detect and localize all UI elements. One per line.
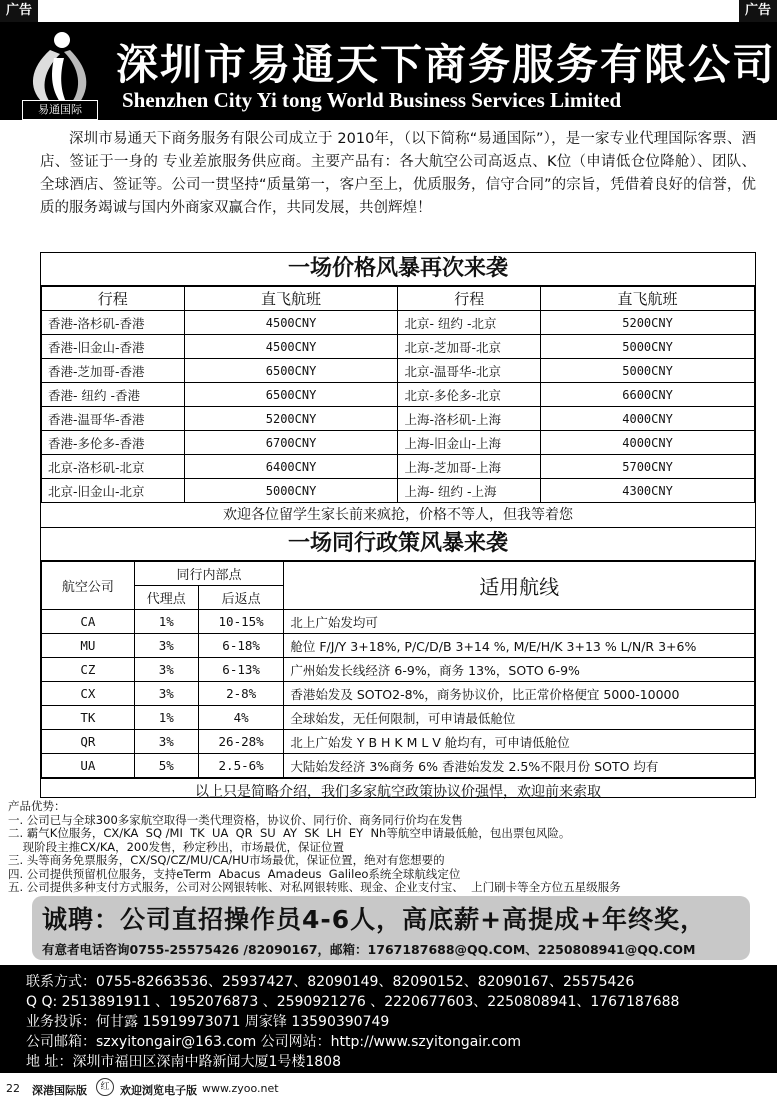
policy-airline-cell: UA — [42, 754, 135, 778]
price-fare-cell: 6500CNY — [184, 359, 398, 383]
ad-tag-right: 广告 — [739, 0, 777, 22]
contact-panel — [0, 965, 777, 1073]
policy-header-row — [42, 562, 755, 586]
page-number: 22 — [6, 1082, 20, 1095]
price-row — [42, 383, 755, 407]
price-header-row — [42, 287, 755, 311]
policy-agent-cell: 3% — [134, 682, 198, 706]
advantage-item: 三. 头等商务免票服务，CX/SQ/CZ/MU/CA/HU市场最优，保证位置，绝对有您想要的 — [8, 853, 445, 867]
policy-back-cell: 2-8% — [198, 682, 284, 706]
price-route-cell: 上海-芝加哥-上海 — [398, 455, 541, 479]
policy-header-airline: 航空公司 — [42, 562, 135, 610]
price-header-route: 行程 — [42, 287, 185, 311]
price-fare-cell: 6400CNY — [184, 455, 398, 479]
policy-agent-cell: 3% — [134, 634, 198, 658]
price-route-cell: 香港-多伦多-香港 — [42, 431, 185, 455]
policy-row — [42, 754, 755, 778]
hiring-headline: 诚聘：公司直招操作员4-6人，高底薪+高提成+年终奖， — [42, 905, 707, 934]
policy-footnote: 以上只是简略介绍，我们多家航空政策协议价强悍，欢迎前来索取 — [41, 778, 755, 805]
policy-row — [42, 682, 755, 706]
policy-row — [42, 706, 755, 730]
price-fare-cell: 5000CNY — [184, 479, 398, 503]
policy-header-agent: 代理点 — [134, 586, 198, 610]
policy-airline-cell: MU — [42, 634, 135, 658]
policy-airline-cell: QR — [42, 730, 135, 754]
policy-title: 一场同行政策风暴来袭 — [41, 527, 755, 561]
price-rows — [42, 311, 755, 503]
price-fare-cell: 5700CNY — [541, 455, 755, 479]
price-route-cell: 上海-旧金山-上海 — [398, 431, 541, 455]
price-fare-cell: 6500CNY — [184, 383, 398, 407]
company-intro — [40, 128, 756, 220]
policy-header-back: 后返点 — [198, 586, 284, 610]
contact-complaint: 业务投诉：何甘露 15919973071 周家锋 13590390749 — [26, 1014, 390, 1030]
top-bar — [0, 0, 777, 22]
policy-row — [42, 610, 755, 634]
policy-airline-cell: CA — [42, 610, 135, 634]
price-fare-cell: 4000CNY — [541, 407, 755, 431]
policy-route-cell: 全球始发，无任何限制，可申请最低舱位 — [284, 706, 755, 730]
price-route-cell: 北京-芝加哥-北京 — [398, 335, 541, 359]
policy-route-cell: 北上广始发 Y B H K M L V 舱均有，可申请低舱位 — [284, 730, 755, 754]
contact-phone: 联系方式：0755-82663536、25937427、82090149、82090152、82090167、25575426 — [26, 974, 635, 990]
hiring-contact: 有意者电话咨询0755-25575426 /82090167，邮箱：1767187688@QQ.COM、2250808941@QQ.COM — [42, 942, 696, 957]
price-route-cell: 北京-多伦多-北京 — [398, 383, 541, 407]
policy-rows — [42, 610, 755, 778]
policy-agent-cell: 3% — [134, 730, 198, 754]
price-route-cell: 北京- 纽约 -北京 — [398, 311, 541, 335]
price-table — [41, 286, 755, 503]
advantages-section — [8, 800, 768, 895]
policy-route-cell: 大陆始发经济 3%商务 6% 香港始发发 2.5%不限月份 SOTO 均有 — [284, 754, 755, 778]
price-route-cell: 上海- 纽约 -上海 — [398, 479, 541, 503]
policy-back-cell: 2.5-6% — [198, 754, 284, 778]
price-route-cell: 北京-洛杉矶-北京 — [42, 455, 185, 479]
price-route-cell: 北京-旧金山-北京 — [42, 479, 185, 503]
price-header-fare: 直飞航班 — [541, 287, 755, 311]
info-box — [40, 252, 756, 798]
advantage-item: 一. 公司已与全球300多家航空取得一类代理资格，协议价、同行价、商务同行价均在发售 — [8, 812, 463, 827]
price-fare-cell: 4500CNY — [184, 311, 398, 335]
intro-paragraph: 深圳市易通天下商务服务有限公司成立于 2010年，（以下简称“易通国际”），是一家专业代理国际客票、酒店、签证于一身的 专业差旅服务供应商。主要产品有：各大航空公司高返点、K位（申请低仓位降舱）、团队、全球酒店、签证等。公司一贯坚持“质量第一，客户至上，优质服务，信守合同”的宗旨，凭借着良好的信誉，优质的服务竭诚与国内外商家双赢合作，共同发展，共创辉煌！ — [40, 131, 756, 216]
price-row — [42, 407, 755, 431]
policy-back-cell: 6-18% — [198, 634, 284, 658]
policy-header-points: 同行内部点 — [134, 562, 284, 586]
policy-header-routes: 适用航线 — [284, 562, 755, 610]
price-fare-cell: 4000CNY — [541, 431, 755, 455]
policy-route-cell: 舱位 F/J/Y 3+18%, P/C/D/B 3+14 %, M/E/H/K 3+13 % L/N/R 3+6% — [284, 634, 755, 658]
price-row — [42, 431, 755, 455]
policy-agent-cell: 1% — [134, 610, 198, 634]
policy-table — [41, 561, 755, 778]
price-route-cell: 香港-温哥华-香港 — [42, 407, 185, 431]
contact-email-website: 公司邮箱：szxyitongair@163.com 公司网站：http://www.szyitongair.com — [26, 1034, 521, 1050]
price-row — [42, 455, 755, 479]
edition-name: 深港国际版 — [32, 1084, 87, 1097]
advantages-list — [8, 814, 768, 895]
policy-row — [42, 634, 755, 658]
price-header-route: 行程 — [398, 287, 541, 311]
advantage-item: 现阶段主推CX/KA，200发售，秒定秒出，市场最优，保证位置 — [8, 839, 345, 854]
policy-back-cell: 26-28% — [198, 730, 284, 754]
logo-label: 易通国际 — [22, 100, 98, 120]
policy-route-cell: 香港始发及 SOTO2-8%，商务协议价，比正常价格便宜 5000-10000 — [284, 682, 755, 706]
price-note: 欢迎各位留学生家长前来疯抢，价格不等人，但我等着您 — [223, 507, 573, 523]
ad-tag-left: 广告 — [0, 0, 38, 22]
price-fare-cell: 5000CNY — [541, 359, 755, 383]
policy-airline-cell: CX — [42, 682, 135, 706]
policy-route-cell: 广州始发长线经济 6-9%，商务 13%，SOTO 6-9% — [284, 658, 755, 682]
footer-slogan: 欢迎浏览电子版 — [120, 1084, 197, 1097]
advantage-item: 四. 公司提供预留机位服务，支持eTerm Abacus Amadeus Galileo系统全球航线定位 — [8, 866, 461, 881]
company-name-en: Shenzhen City Yi tong World Business Services Limited — [122, 88, 622, 112]
price-row — [42, 335, 755, 359]
price-route-cell: 香港-芝加哥-香港 — [42, 359, 185, 383]
policy-agent-cell: 5% — [134, 754, 198, 778]
policy-row — [42, 730, 755, 754]
policy-back-cell: 10-15% — [198, 610, 284, 634]
price-fare-cell: 4300CNY — [541, 479, 755, 503]
edition-badge: 红 — [96, 1078, 114, 1096]
price-row — [42, 311, 755, 335]
policy-agent-cell: 3% — [134, 658, 198, 682]
policy-airline-cell: CZ — [42, 658, 135, 682]
advantage-item: 五. 公司提供多种支付方式服务，公司对公网银转帐、对私网银转账、现金、企业支付宝、 上门刷卡等全方位五星级服务 — [8, 880, 621, 894]
policy-row — [42, 658, 755, 682]
price-route-cell: 香港-洛杉矶-香港 — [42, 311, 185, 335]
price-route-cell: 香港-旧金山-香港 — [42, 335, 185, 359]
price-fare-cell: 4500CNY — [184, 335, 398, 359]
page-footer — [0, 1076, 777, 1100]
price-row — [42, 359, 755, 383]
policy-route-cell: 北上广始发均可 — [284, 610, 755, 634]
company-name-cn: 深圳市易通天下商务服务有限公司 — [116, 40, 777, 89]
price-fare-cell: 5000CNY — [541, 335, 755, 359]
company-header — [0, 22, 777, 120]
price-route-cell: 上海-洛杉矶-上海 — [398, 407, 541, 431]
footer-site-link[interactable]: www.zyoo.net — [202, 1082, 279, 1095]
price-title: 一场价格风暴再次来袭 — [41, 253, 755, 286]
hiring-banner — [32, 896, 750, 960]
price-fare-cell: 6700CNY — [184, 431, 398, 455]
policy-agent-cell: 1% — [134, 706, 198, 730]
price-fare-cell: 5200CNY — [184, 407, 398, 431]
price-fare-cell: 6600CNY — [541, 383, 755, 407]
price-fare-cell: 5200CNY — [541, 311, 755, 335]
price-route-cell: 北京-温哥华-北京 — [398, 359, 541, 383]
price-route-cell: 香港- 纽约 -香港 — [42, 383, 185, 407]
advantages-title: 产品优势： — [8, 799, 66, 813]
advantage-item: 二. 霸气K位服务，CX/KA SQ /MI TK UA QR SU AY SK LH EY Nh等航空申请最低舱，包出票包风险。 — [8, 826, 571, 840]
policy-airline-cell: TK — [42, 706, 135, 730]
contact-qq: Q Q: 2513891911 、1952076873 、2590921276 、2220677603、2250808941、1767187688 — [26, 994, 680, 1010]
price-row — [42, 479, 755, 503]
policy-back-cell: 6-13% — [198, 658, 284, 682]
price-header-fare: 直飞航班 — [184, 287, 398, 311]
contact-address: 地 址：深圳市福田区深南中路新闻大厦1号楼1808 — [26, 1054, 341, 1070]
policy-back-cell: 4% — [198, 706, 284, 730]
